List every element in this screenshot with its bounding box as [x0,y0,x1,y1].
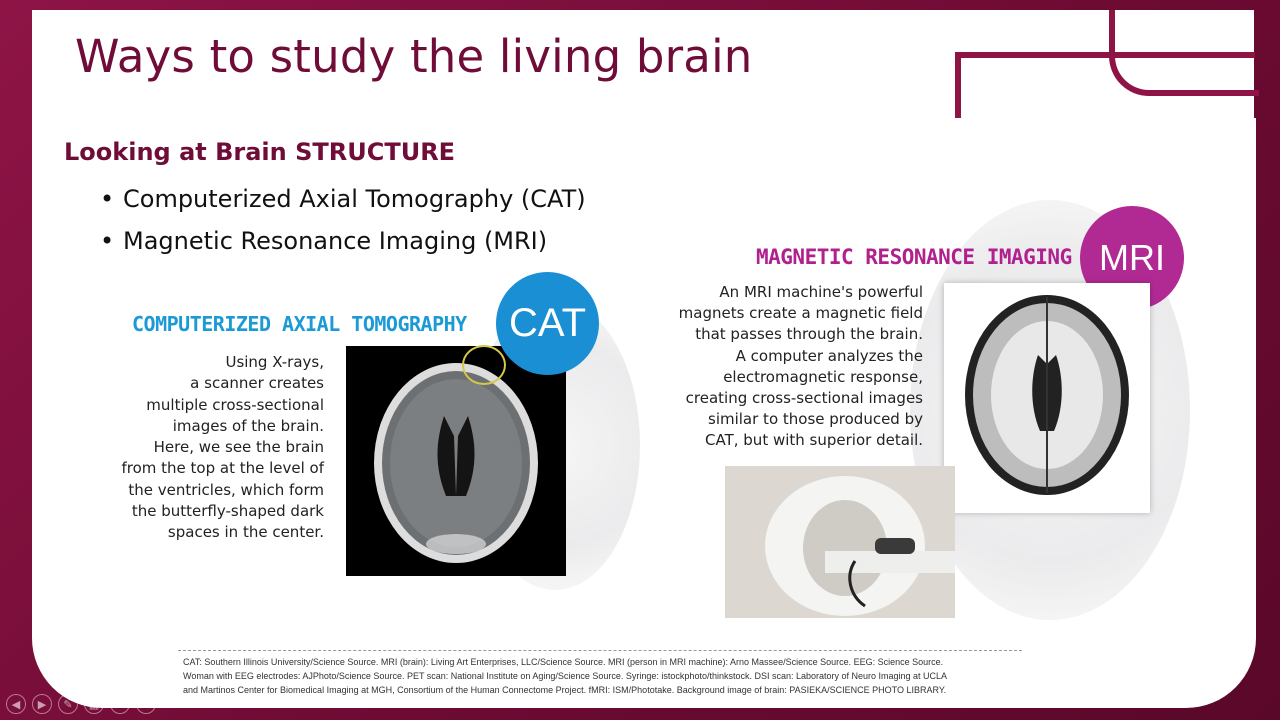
mri-line: CAT, but with superior detail. [705,431,923,450]
prev-slide-icon[interactable]: ◀ [6,694,26,714]
slideshow-toolbar [6,694,156,714]
mri-line: creating cross-sectional images [685,389,923,408]
mri-line: similar to those produced by [708,410,923,429]
credit-line: and Martinos Center for Biomedical Imaging at MGH, Consortium of the Human Connectome Project. fMRI: ISM/Phototake. Background image of brain: PASIEKA/SCIENCE PHOTO LIBRARY. [183,685,947,695]
cat-line: spaces in the center. [167,523,324,542]
cat-heading: COMPUTERIZED AXIAL TOMOGRAPHY [132,312,467,336]
section-subheading: Looking at Brain STRUCTURE [64,138,456,166]
mri-brain-scan-image [944,283,1150,513]
mri-line: An MRI machine's powerful [719,283,923,301]
cat-line: images of the brain. [172,416,324,435]
bullet-item-mri: • Magnetic Resonance Imaging (MRI) [100,224,586,266]
cat-line: multiple cross-sectional [146,395,324,414]
mri-line: A computer analyzes the [735,346,923,365]
cat-description [100,352,324,544]
cat-line: the butterfly-shaped dark [131,502,324,521]
mri-machine-photo [725,466,955,618]
bullet-item-cat: • Computerized Axial Tomography (CAT) [100,182,586,224]
cat-line: from the top at the level of [121,459,324,478]
pointer-highlight [462,345,506,385]
pen-icon[interactable]: ✎ [58,694,78,714]
mri-description [650,282,923,452]
slide-title: Ways to study the living brain [75,30,753,83]
image-credits [183,655,1063,697]
mri-heading: MAGNETIC RESONANCE IMAGING [756,245,1072,269]
cat-line: the ventricles, which form [128,480,324,499]
credit-line: CAT: Southern Illinois University/Science Source. MRI (brain): Living Art Enterprises, LLC/Science Source. MRI (person in MRI machine): Arno Massee/Science Source. EEG: Science Source. [183,657,944,667]
cat-scan-image [346,346,566,576]
mri-line: electromagnetic response, [723,367,923,386]
decor-frame-inner [1109,10,1259,96]
slides-grid-icon[interactable]: ▦ [84,694,104,714]
cat-line: a scanner creates [190,374,324,393]
mri-badge: MRI [1080,206,1184,310]
more-options-icon[interactable]: ··· [136,694,156,714]
bullet-list [100,182,586,266]
mri-line: magnets create a magnetic field [678,304,923,323]
zoom-icon[interactable]: ⌕ [110,694,130,714]
mri-line: that passes through the brain. [695,325,923,344]
credits-divider [178,650,1022,651]
cat-line: Using X-rays, [225,353,324,371]
credit-line: Woman with EEG electrodes: AJPhoto/Science Source. PET scan: National Institute on Aging/Science Source. Syringe: istockphoto/thinkstock. DSI scan: Laboratory of Neuro Imaging at UCLA [183,671,948,681]
cat-line: Here, we see the brain [153,438,324,457]
next-slide-icon[interactable]: ▶ [32,694,52,714]
cat-badge: CAT [496,272,599,375]
